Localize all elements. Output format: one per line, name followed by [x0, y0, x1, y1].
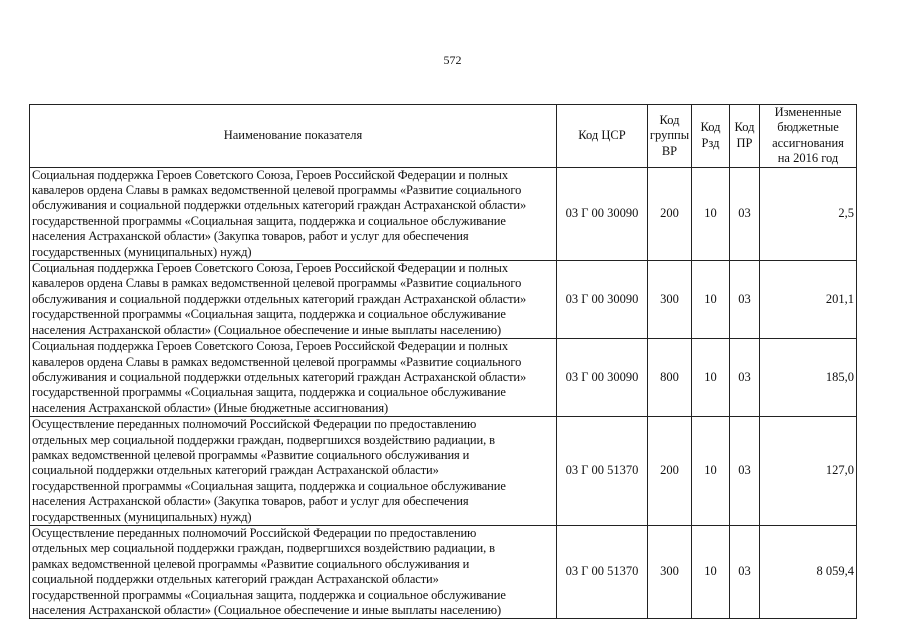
row-vr-code: 300: [648, 525, 692, 618]
table-row: [30, 339, 857, 417]
row-pr-code: 03: [730, 339, 760, 417]
row-vr-code: 800: [648, 339, 692, 417]
row-rz-code: 10: [692, 417, 730, 526]
table-row: [30, 417, 857, 526]
row-pr-code: 03: [730, 525, 760, 618]
budget-table: [29, 104, 857, 619]
row-amount: 201,1: [760, 261, 857, 339]
row-amount: 2,5: [760, 167, 857, 260]
table-row: [30, 167, 857, 260]
row-csr-code: 03 Г 00 51370: [557, 417, 648, 526]
row-pr-code: 03: [730, 417, 760, 526]
row-rz-code: 10: [692, 339, 730, 417]
page-number: 572: [443, 53, 462, 67]
header-pr-code: Код ПР: [730, 105, 760, 168]
row-name: Социальная поддержка Героев Советского Союза, Героев Российской Федерации и полных кавалеров ордена Славы в рамках ведомственной целевой программы «Развитие социального обслуживания и социальной поддержки отдельных категорий граждан Астраханской области» государственной программы «Социальная защита, поддержка и социальное обслуживание населения Астраханской области» (Закупка товаров, работ и услуг для обеспечения государственных (муниципальных) нужд): [30, 167, 557, 260]
row-vr-code: 200: [648, 417, 692, 526]
row-csr-code: 03 Г 00 30090: [557, 339, 648, 417]
row-name: Социальная поддержка Героев Советского Союза, Героев Российской Федерации и полных кавалеров ордена Славы в рамках ведомственной целевой программы «Развитие социального обслуживания и социальной поддержки отдельных категорий граждан Астраханской области» государственной программы «Социальная защита, поддержка и социальное обслуживание населения Астраханской области» (Иные бюджетные ассигнования): [30, 339, 557, 417]
table-row: [30, 525, 857, 618]
header-rz-code: Код Рзд: [692, 105, 730, 168]
row-amount: 127,0: [760, 417, 857, 526]
row-vr-code: 200: [648, 167, 692, 260]
row-name: Осуществление переданных полномочий Российской Федерации по предоставлению отдельных мер социальной поддержки граждан, подвергшихся воздействию радиации, в рамках ведомственной целевой программы «Развитие социального обслуживания и социальной поддержки отдельных категорий граждан Астраханской области» государственной программы «Социальная защита, поддержка и социальное обслуживание населения Астраханской области» (Закупка товаров, работ и услуг для обеспечения государственных (муниципальных) нужд): [30, 417, 557, 526]
row-amount: 8 059,4: [760, 525, 857, 618]
header-csr-code: Код ЦСР: [557, 105, 648, 168]
header-name: Наименование показателя: [30, 105, 557, 168]
header-amount: Измененные бюджетные ассигнования на 2016 год: [760, 105, 857, 168]
row-pr-code: 03: [730, 261, 760, 339]
row-pr-code: 03: [730, 167, 760, 260]
row-name: Осуществление переданных полномочий Российской Федерации по предоставлению отдельных мер социальной поддержки граждан, подвергшихся воздействию радиации, в рамках ведомственной целевой программы «Развитие социального обслуживания и социальной поддержки отдельных категорий граждан Астраханской области» государственной программы «Социальная защита, поддержка и социальное обслуживание населения Астраханской области» (Социальное обеспечение и иные выплаты населению): [30, 525, 557, 618]
header-vr-code: Код группы ВР: [648, 105, 692, 168]
row-amount: 185,0: [760, 339, 857, 417]
row-vr-code: 300: [648, 261, 692, 339]
table-row: [30, 261, 857, 339]
row-rz-code: 10: [692, 525, 730, 618]
row-csr-code: 03 Г 00 51370: [557, 525, 648, 618]
row-name: Социальная поддержка Героев Советского Союза, Героев Российской Федерации и полных кавалеров ордена Славы в рамках ведомственной целевой программы «Развитие социального обслуживания и социальной поддержки отдельных категорий граждан Астраханской области» государственной программы «Социальная защита, поддержка и социальное обслуживание населения Астраханской области» (Социальное обеспечение и иные выплаты населению): [30, 261, 557, 339]
table-header-row: [30, 105, 857, 168]
row-csr-code: 03 Г 00 30090: [557, 261, 648, 339]
row-rz-code: 10: [692, 167, 730, 260]
row-rz-code: 10: [692, 261, 730, 339]
row-csr-code: 03 Г 00 30090: [557, 167, 648, 260]
